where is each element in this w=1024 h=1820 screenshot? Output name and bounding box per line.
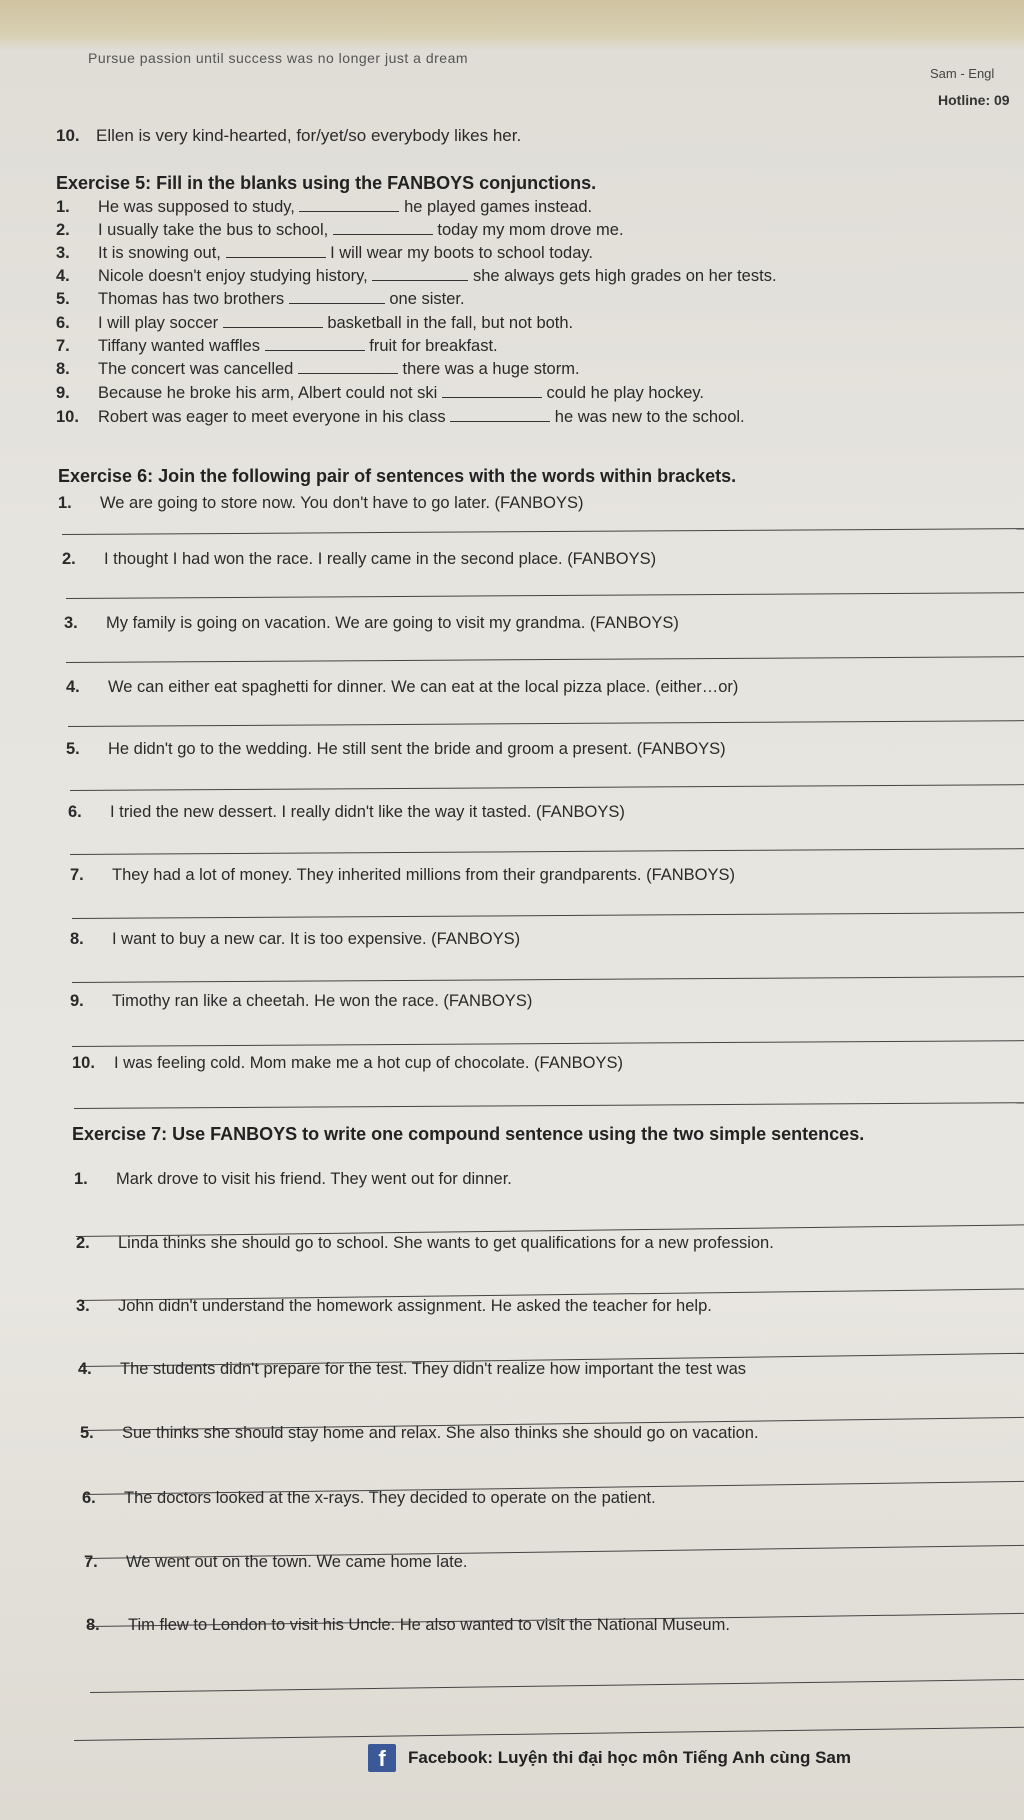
item-number: 2. — [62, 550, 76, 568]
item-text-before: It is snowing out, — [98, 244, 221, 262]
ex7-item — [74, 1170, 512, 1189]
item-text: My family is going on vacation. We are going to visit my grandma. (FANBOYS) — [106, 614, 679, 632]
item-text: Sue thinks she should stay home and relax. She also thinks she should go on vacation. — [122, 1424, 759, 1442]
torn-paper-edge — [0, 0, 1024, 50]
fill-blank[interactable] — [333, 233, 433, 235]
item-number: 7. — [70, 866, 84, 884]
ex7-item — [76, 1234, 774, 1253]
ex5-item — [56, 408, 745, 427]
answer-line[interactable] — [90, 1679, 1024, 1693]
ex6-item — [70, 866, 735, 885]
ex7-item — [76, 1297, 712, 1316]
item-number: 5. — [80, 1424, 94, 1442]
item-text-after: one sister. — [389, 290, 465, 308]
item-number: 2. — [76, 1234, 90, 1252]
exercise-7-title: Exercise 7: Use FANBOYS to write one compound sentence using the two simple sentences. — [72, 1124, 865, 1144]
answer-line[interactable] — [66, 656, 1024, 663]
ex5-item — [56, 337, 498, 356]
fill-blank[interactable] — [372, 279, 468, 281]
answer-line[interactable] — [74, 1727, 1024, 1741]
ex6-item — [64, 614, 679, 633]
answer-line[interactable] — [70, 784, 1024, 791]
fill-blank[interactable] — [298, 372, 398, 374]
item-text-before: Nicole doesn't enjoy studying history, — [98, 267, 368, 285]
item-text-after: he played games instead. — [404, 198, 593, 216]
item-text-after: fruit for breakfast. — [369, 337, 498, 355]
item-number: 9. — [56, 384, 70, 402]
ex6-item — [72, 1054, 623, 1073]
item-text-after: she always gets high grades on her tests. — [472, 267, 777, 285]
question-number: 10. — [56, 126, 80, 145]
item-number: 7. — [56, 337, 70, 355]
ex7-item — [78, 1360, 746, 1379]
item-number: 6. — [68, 803, 82, 821]
header-brand: Sam - Engl — [930, 66, 995, 81]
header-motto: Pursue passion until success was no longer just a dream — [88, 50, 469, 66]
item-number: 4. — [66, 678, 80, 696]
fill-blank[interactable] — [299, 210, 399, 212]
item-number: 1. — [58, 494, 72, 512]
item-number: 1. — [56, 198, 70, 216]
item-number: 5. — [56, 290, 70, 308]
item-number: 8. — [56, 360, 70, 378]
exercise-5-title: Exercise 5: Fill in the blanks using the FANBOYS conjunctions. — [56, 173, 597, 193]
answer-line[interactable] — [72, 912, 1024, 919]
footer-facebook-text: Facebook: Luyện thi đại học môn Tiếng Anh cùng Sam — [408, 1748, 851, 1767]
item-number: 8. — [86, 1616, 100, 1634]
item-number: 4. — [78, 1360, 92, 1378]
item-number: 5. — [66, 740, 80, 758]
item-text: The students didn't prepare for the test. They didn't realize how important the test was — [120, 1360, 747, 1378]
item-text: Linda thinks she should go to school. She wants to get qualifications for a new profession. — [118, 1234, 774, 1252]
item-text: I tried the new dessert. I really didn't like the way it tasted. (FANBOYS) — [110, 803, 625, 821]
ex7-item — [86, 1616, 730, 1635]
item-text-after: could he play hockey. — [546, 384, 705, 402]
item-text: He didn't go to the wedding. He still sent the bride and groom a present. (FANBOYS) — [108, 740, 726, 758]
ex5-item — [56, 360, 580, 379]
ex7-item — [82, 1489, 656, 1508]
item-text-before: Thomas has two brothers — [98, 290, 285, 308]
answer-line[interactable] — [72, 1040, 1024, 1047]
ex5-item — [56, 290, 465, 309]
facebook-icon: f — [368, 1744, 396, 1772]
ex5-item — [56, 221, 624, 240]
ex6-item — [70, 930, 520, 949]
item-number: 2. — [56, 221, 70, 239]
item-text-after: there was a huge storm. — [402, 360, 580, 378]
fill-blank[interactable] — [289, 302, 385, 304]
ex6-item — [66, 678, 738, 697]
item-number: 3. — [64, 614, 78, 632]
question-text: Ellen is very kind-hearted, for/yet/so everybody likes her. — [96, 126, 522, 145]
item-text: Mark drove to visit his friend. They went out for dinner. — [116, 1170, 512, 1188]
item-text: I thought I had won the race. I really came in the second place. (FANBOYS) — [104, 550, 657, 568]
answer-line[interactable] — [74, 1102, 1024, 1109]
header-hotline: Hotline: 09 — [938, 92, 1010, 108]
ex5-item — [56, 314, 573, 333]
item-text: We went out on the town. We came home late. — [126, 1553, 468, 1571]
item-text-after: I will wear my boots to school today. — [330, 244, 593, 262]
item-text: John didn't understand the homework assignment. He asked the teacher for help. — [118, 1297, 712, 1315]
ex6-item — [62, 550, 656, 569]
answer-line[interactable] — [68, 720, 1024, 727]
item-text: I want to buy a new car. It is too expensive. (FANBOYS) — [112, 930, 521, 948]
ex7-item — [80, 1424, 759, 1443]
fill-blank[interactable] — [223, 326, 323, 328]
item-text-before: Because he broke his arm, Albert could not ski — [98, 384, 438, 402]
fill-blank[interactable] — [450, 420, 550, 422]
item-number: 9. — [70, 992, 84, 1010]
item-number: 1. — [74, 1170, 88, 1188]
answer-line[interactable] — [72, 976, 1024, 983]
item-text-after: he was new to the school. — [554, 408, 745, 426]
ex5-item — [56, 267, 777, 286]
item-number: 6. — [56, 314, 70, 332]
item-text: Tim flew to London to visit his Uncle. He also wanted to visit the National Museum. — [128, 1616, 730, 1634]
item-number: 3. — [76, 1297, 90, 1315]
item-number: 4. — [56, 267, 70, 285]
item-number: 7. — [84, 1553, 98, 1571]
answer-line[interactable] — [66, 592, 1024, 599]
item-text: We are going to store now. You don't have to go later. (FANBOYS) — [100, 494, 584, 512]
item-number: 10. — [72, 1054, 95, 1072]
item-text-before: I will play soccer — [98, 314, 219, 332]
ex5-item — [56, 244, 593, 263]
item-text-before: I usually take the bus to school, — [98, 221, 329, 239]
item-text-before: Robert was eager to meet everyone in his class — [98, 408, 446, 426]
item-text: Timothy ran like a cheetah. He won the race. (FANBOYS) — [112, 992, 533, 1010]
item-number: 8. — [70, 930, 84, 948]
item-text: I was feeling cold. Mom make me a hot cup of chocolate. (FANBOYS) — [114, 1054, 623, 1072]
ex6-item — [68, 803, 625, 822]
item-number: 10. — [56, 408, 79, 426]
ex5-item — [56, 384, 704, 403]
item-text: They had a lot of money. They inherited millions from their grandparents. (FANBOYS) — [112, 866, 736, 884]
question-10 — [56, 126, 521, 146]
item-text: We can either eat spaghetti for dinner. We can eat at the local pizza place. (either…or) — [108, 678, 739, 696]
item-text-after: basketball in the fall, but not both. — [327, 314, 574, 332]
fill-blank[interactable] — [442, 396, 542, 398]
item-number: 6. — [82, 1489, 96, 1507]
answer-line[interactable] — [62, 528, 1024, 535]
item-text-before: Tiffany wanted waffles — [98, 337, 261, 355]
answer-line[interactable] — [70, 848, 1024, 855]
fill-blank[interactable] — [226, 256, 326, 258]
ex6-item — [66, 740, 726, 759]
exercise-6-title: Exercise 6: Join the following pair of sentences with the words within brackets. — [58, 466, 737, 486]
item-text: The doctors looked at the x-rays. They decided to operate on the patient. — [124, 1489, 656, 1507]
ex6-item — [58, 494, 583, 513]
item-text-before: He was supposed to study, — [98, 198, 295, 216]
item-number: 3. — [56, 244, 70, 262]
ex6-item — [70, 992, 532, 1011]
item-text-after: today my mom drove me. — [437, 221, 624, 239]
item-text-before: The concert was cancelled — [98, 360, 294, 378]
fill-blank[interactable] — [265, 349, 365, 351]
ex5-item — [56, 198, 592, 217]
ex7-item — [84, 1553, 468, 1572]
